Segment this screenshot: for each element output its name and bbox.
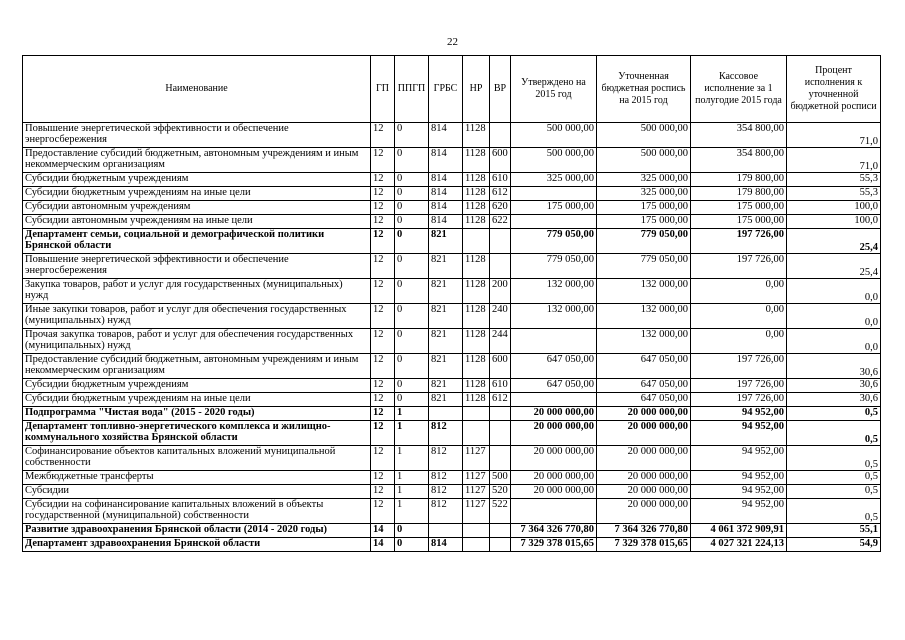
cell-np: 1127 [463,499,490,524]
cell-cash: 197 726,00 [691,379,787,393]
cell-cash: 4 061 372 909,91 [691,524,787,538]
cell-ppgp: 0 [395,229,429,254]
table-row [23,148,881,173]
cell-approved: 20 000 000,00 [511,471,597,485]
cell-gp: 12 [371,123,395,148]
cell-cash: 4 027 321 224,13 [691,538,787,552]
cell-cash: 197 726,00 [691,254,787,279]
budget-execution-table [22,55,881,552]
table-row [23,279,881,304]
cell-gp: 12 [371,393,395,407]
cell-np: 1128 [463,254,490,279]
cell-name: Повышение энергетической эффективности и обеспечение энергосбережения [23,254,371,279]
cell-np: 1127 [463,446,490,471]
cell-gp: 12 [371,148,395,173]
table-row [23,329,881,354]
table-row [23,471,881,485]
header-np: НР [463,56,490,123]
cell-refined: 20 000 000,00 [597,407,691,421]
cell-vr: 244 [490,329,511,354]
cell-refined: 175 000,00 [597,201,691,215]
cell-refined: 132 000,00 [597,304,691,329]
cell-gp: 12 [371,279,395,304]
cell-gp: 12 [371,354,395,379]
table-row [23,254,881,279]
cell-np: 1128 [463,354,490,379]
cell-vr: 620 [490,201,511,215]
cell-name: Межбюджетные трансферты [23,471,371,485]
cell-refined: 500 000,00 [597,148,691,173]
cell-name: Субсидии [23,485,371,499]
cell-cash: 179 800,00 [691,187,787,201]
table-row [23,215,881,229]
table-row [23,379,881,393]
cell-cash: 94 952,00 [691,499,787,524]
header-ppgp: ППГП [395,56,429,123]
cell-ppgp: 0 [395,329,429,354]
cell-percent: 30,6 [787,393,881,407]
cell-approved: 7 364 326 770,80 [511,524,597,538]
header-name: Наименование [23,56,371,123]
header-cash: Кассовое исполнение за 1 полугодие 2015 года [691,56,787,123]
cell-name: Подпрограмма "Чистая вода" (2015 - 2020 годы) [23,407,371,421]
cell-ppgp: 0 [395,254,429,279]
cell-percent: 0,5 [787,485,881,499]
cell-cash: 94 952,00 [691,471,787,485]
cell-ppgp: 0 [395,201,429,215]
cell-np [463,421,490,446]
cell-name: Развитие здравоохранения Брянской области (2014 - 2020 годы) [23,524,371,538]
cell-ppgp: 0 [395,279,429,304]
header-approved: Утверждено на 2015 год [511,56,597,123]
cell-approved: 132 000,00 [511,304,597,329]
cell-name: Субсидии бюджетным учреждениям на иные цели [23,393,371,407]
cell-name: Субсидии автономным учреждениям [23,201,371,215]
cell-refined: 500 000,00 [597,123,691,148]
cell-np [463,407,490,421]
cell-percent: 30,6 [787,379,881,393]
header-refined: Уточненная бюджетная роспись на 2015 год [597,56,691,123]
cell-approved [511,329,597,354]
cell-percent: 0,5 [787,446,881,471]
cell-ppgp: 1 [395,485,429,499]
cell-percent: 55,1 [787,524,881,538]
cell-refined: 647 050,00 [597,379,691,393]
cell-grbs: 814 [429,148,463,173]
cell-approved: 647 050,00 [511,354,597,379]
table-row [23,485,881,499]
cell-approved [511,499,597,524]
cell-vr: 600 [490,148,511,173]
cell-name: Департамент семьи, социальной и демографической политики Брянской области [23,229,371,254]
cell-vr: 500 [490,471,511,485]
table-row [23,304,881,329]
cell-name: Иные закупки товаров, работ и услуг для обеспечения государственных (муниципальных) нужд [23,304,371,329]
cell-approved: 20 000 000,00 [511,407,597,421]
cell-gp: 12 [371,421,395,446]
cell-percent: 0,5 [787,407,881,421]
cell-approved: 132 000,00 [511,279,597,304]
cell-refined: 20 000 000,00 [597,446,691,471]
cell-ppgp: 0 [395,393,429,407]
cell-np: 1128 [463,393,490,407]
cell-np: 1128 [463,201,490,215]
cell-vr [490,421,511,446]
cell-gp: 14 [371,538,395,552]
table-row [23,354,881,379]
cell-ppgp: 1 [395,499,429,524]
cell-gp: 12 [371,379,395,393]
cell-name: Субсидии бюджетным учреждениям [23,173,371,187]
cell-np: 1128 [463,279,490,304]
cell-grbs [429,407,463,421]
cell-percent: 0,5 [787,499,881,524]
cell-cash: 0,00 [691,279,787,304]
cell-cash: 0,00 [691,329,787,354]
header-grbs: ГРБС [429,56,463,123]
cell-vr [490,123,511,148]
cell-grbs: 821 [429,279,463,304]
table-row [23,407,881,421]
cell-refined: 7 364 326 770,80 [597,524,691,538]
cell-ppgp: 1 [395,446,429,471]
cell-gp: 12 [371,446,395,471]
cell-percent: 30,6 [787,354,881,379]
cell-vr [490,538,511,552]
cell-percent: 25,4 [787,229,881,254]
cell-name: Софинансирование объектов капитальных вложений муниципальной собственности [23,446,371,471]
cell-refined: 175 000,00 [597,215,691,229]
cell-np: 1128 [463,329,490,354]
cell-grbs: 812 [429,421,463,446]
cell-vr: 200 [490,279,511,304]
cell-name: Департамент здравоохранения Брянской области [23,538,371,552]
cell-np: 1128 [463,187,490,201]
cell-percent: 100,0 [787,201,881,215]
cell-grbs: 814 [429,538,463,552]
cell-ppgp: 0 [395,538,429,552]
cell-np: 1128 [463,123,490,148]
cell-cash: 197 726,00 [691,354,787,379]
cell-grbs: 812 [429,485,463,499]
cell-np: 1128 [463,304,490,329]
cell-refined: 20 000 000,00 [597,471,691,485]
cell-grbs: 814 [429,173,463,187]
cell-refined: 779 050,00 [597,229,691,254]
table-row [23,229,881,254]
cell-approved [511,215,597,229]
cell-gp: 12 [371,304,395,329]
cell-gp: 12 [371,485,395,499]
cell-cash: 354 800,00 [691,123,787,148]
cell-grbs [429,524,463,538]
cell-name: Субсидии автономным учреждениям на иные цели [23,215,371,229]
cell-approved: 20 000 000,00 [511,421,597,446]
cell-name: Департамент топливно-энергетического комплекса и жилищно-коммунального хозяйства Брянской области [23,421,371,446]
cell-ppgp: 0 [395,524,429,538]
cell-ppgp: 0 [395,173,429,187]
cell-grbs: 814 [429,187,463,201]
cell-cash: 94 952,00 [691,421,787,446]
cell-refined: 325 000,00 [597,173,691,187]
cell-ppgp: 1 [395,407,429,421]
cell-ppgp: 0 [395,354,429,379]
cell-grbs: 812 [429,471,463,485]
cell-ppgp: 0 [395,215,429,229]
cell-refined: 132 000,00 [597,329,691,354]
cell-np: 1127 [463,485,490,499]
cell-cash: 197 726,00 [691,229,787,254]
cell-approved: 7 329 378 015,65 [511,538,597,552]
header-percent: Процент исполнения к уточненной бюджетной росписи [787,56,881,123]
cell-gp: 12 [371,499,395,524]
cell-np: 1128 [463,215,490,229]
table-row [23,173,881,187]
header-gp: ГП [371,56,395,123]
cell-percent: 25,4 [787,254,881,279]
cell-approved: 647 050,00 [511,379,597,393]
cell-grbs: 821 [429,393,463,407]
cell-name: Субсидии на софинансирование капитальных вложений в объекты государственной (муниципальной) собственности [23,499,371,524]
cell-gp: 12 [371,173,395,187]
cell-gp: 12 [371,407,395,421]
cell-percent: 55,3 [787,187,881,201]
cell-name: Субсидии бюджетным учреждениям [23,379,371,393]
table-row [23,201,881,215]
cell-cash: 175 000,00 [691,215,787,229]
cell-approved: 175 000,00 [511,201,597,215]
cell-name: Прочая закупка товаров, работ и услуг для обеспечения государственных (муниципальных) нужд [23,329,371,354]
table-row [23,446,881,471]
cell-vr [490,446,511,471]
cell-approved: 325 000,00 [511,173,597,187]
cell-ppgp: 1 [395,471,429,485]
cell-refined: 325 000,00 [597,187,691,201]
cell-percent: 100,0 [787,215,881,229]
cell-gp: 12 [371,229,395,254]
cell-grbs: 821 [429,229,463,254]
cell-ppgp: 0 [395,123,429,148]
cell-gp: 12 [371,471,395,485]
cell-grbs: 812 [429,446,463,471]
cell-percent: 0,0 [787,279,881,304]
cell-grbs: 814 [429,201,463,215]
cell-vr: 610 [490,379,511,393]
cell-refined: 647 050,00 [597,393,691,407]
table-row [23,421,881,446]
cell-approved: 20 000 000,00 [511,446,597,471]
table-row [23,123,881,148]
cell-cash: 94 952,00 [691,485,787,499]
cell-grbs: 821 [429,379,463,393]
cell-np: 1128 [463,379,490,393]
cell-refined: 20 000 000,00 [597,421,691,446]
page-number: 22 [447,36,458,48]
cell-np: 1128 [463,173,490,187]
cell-gp: 12 [371,329,395,354]
cell-cash: 0,00 [691,304,787,329]
cell-percent: 55,3 [787,173,881,187]
cell-percent: 0,5 [787,471,881,485]
cell-cash: 175 000,00 [691,201,787,215]
cell-np: 1128 [463,148,490,173]
table-row [23,499,881,524]
cell-ppgp: 0 [395,304,429,329]
table-header-row [23,56,881,123]
cell-vr [490,229,511,254]
cell-gp: 14 [371,524,395,538]
cell-cash: 354 800,00 [691,148,787,173]
cell-percent: 54,9 [787,538,881,552]
cell-gp: 12 [371,187,395,201]
cell-percent: 0,0 [787,329,881,354]
cell-grbs: 821 [429,354,463,379]
cell-approved: 20 000 000,00 [511,485,597,499]
cell-cash: 94 952,00 [691,407,787,421]
cell-grbs: 821 [429,304,463,329]
cell-refined: 647 050,00 [597,354,691,379]
cell-name: Субсидии бюджетным учреждениям на иные цели [23,187,371,201]
cell-ppgp: 0 [395,379,429,393]
cell-approved [511,187,597,201]
cell-refined: 132 000,00 [597,279,691,304]
cell-vr [490,254,511,279]
cell-vr [490,407,511,421]
cell-vr: 520 [490,485,511,499]
cell-cash: 94 952,00 [691,446,787,471]
table-row [23,538,881,552]
cell-vr: 612 [490,187,511,201]
cell-np: 1127 [463,471,490,485]
cell-vr: 612 [490,393,511,407]
cell-np [463,538,490,552]
cell-vr: 622 [490,215,511,229]
cell-grbs: 821 [429,329,463,354]
cell-np [463,229,490,254]
header-vr: ВР [490,56,511,123]
cell-refined: 779 050,00 [597,254,691,279]
cell-ppgp: 0 [395,148,429,173]
cell-cash: 179 800,00 [691,173,787,187]
cell-approved: 779 050,00 [511,254,597,279]
cell-grbs: 812 [429,499,463,524]
cell-refined: 20 000 000,00 [597,485,691,499]
cell-vr: 522 [490,499,511,524]
cell-percent: 0,5 [787,421,881,446]
cell-grbs: 814 [429,123,463,148]
cell-np [463,524,490,538]
cell-grbs: 814 [429,215,463,229]
table-row [23,393,881,407]
cell-name: Закупка товаров, работ и услуг для государственных (муниципальных) нужд [23,279,371,304]
table-row [23,524,881,538]
cell-percent: 71,0 [787,148,881,173]
cell-ppgp: 0 [395,187,429,201]
cell-vr: 600 [490,354,511,379]
cell-vr [490,524,511,538]
cell-percent: 71,0 [787,123,881,148]
cell-gp: 12 [371,215,395,229]
cell-vr: 610 [490,173,511,187]
cell-refined: 20 000 000,00 [597,499,691,524]
cell-name: Предоставление субсидий бюджетным, автономным учреждениям и иным некоммерческим организациям [23,354,371,379]
cell-approved: 779 050,00 [511,229,597,254]
cell-vr: 240 [490,304,511,329]
cell-gp: 12 [371,254,395,279]
cell-name: Повышение энергетической эффективности и обеспечение энергосбережения [23,123,371,148]
cell-grbs: 821 [429,254,463,279]
cell-gp: 12 [371,201,395,215]
cell-name: Предоставление субсидий бюджетным, автономным учреждениям и иным некоммерческим организациям [23,148,371,173]
cell-cash: 197 726,00 [691,393,787,407]
cell-percent: 0,0 [787,304,881,329]
cell-approved: 500 000,00 [511,148,597,173]
cell-refined: 7 329 378 015,65 [597,538,691,552]
table-row [23,187,881,201]
cell-ppgp: 1 [395,421,429,446]
cell-approved [511,393,597,407]
cell-approved: 500 000,00 [511,123,597,148]
